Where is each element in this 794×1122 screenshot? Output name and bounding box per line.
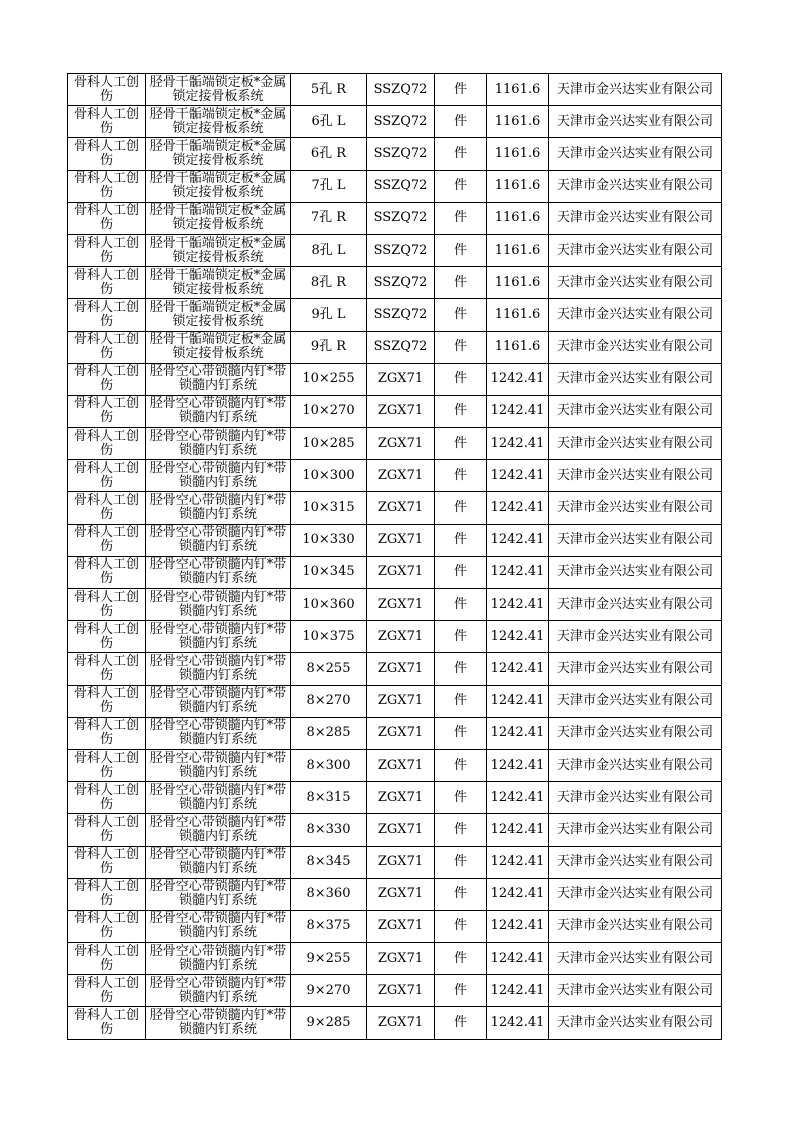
category-cell: 骨科人工创伤 (68, 106, 146, 138)
model-code-cell: ZGX71 (367, 685, 435, 717)
product-name-cell: 胫骨空心带锁髓内钉*带锁髓内钉系统 (146, 653, 291, 685)
manufacturer-cell: 天津市金兴达实业有限公司 (549, 975, 722, 1007)
manufacturer-cell: 天津市金兴达实业有限公司 (549, 267, 722, 299)
unit-cell: 件 (435, 460, 487, 492)
manufacturer-cell: 天津市金兴达实业有限公司 (549, 846, 722, 878)
model-code-cell: ZGX71 (367, 975, 435, 1007)
model-code-cell: ZGX71 (367, 395, 435, 427)
model-code-cell: ZGX71 (367, 782, 435, 814)
product-name-cell: 胫骨空心带锁髓内钉*带锁髓内钉系统 (146, 621, 291, 653)
price-cell: 1242.41 (487, 846, 549, 878)
manufacturer-cell: 天津市金兴达实业有限公司 (549, 556, 722, 588)
product-name-cell: 胫骨空心带锁髓内钉*带锁髓内钉系统 (146, 717, 291, 749)
model-code-cell: ZGX71 (367, 524, 435, 556)
spec-cell: 8×255 (291, 653, 367, 685)
model-code-cell: ZGX71 (367, 749, 435, 781)
category-cell: 骨科人工创伤 (68, 943, 146, 975)
table-row (68, 524, 722, 556)
unit-cell: 件 (435, 492, 487, 524)
category-cell: 骨科人工创伤 (68, 556, 146, 588)
unit-cell: 件 (435, 782, 487, 814)
unit-cell: 件 (435, 975, 487, 1007)
unit-cell: 件 (435, 910, 487, 942)
unit-cell: 件 (435, 621, 487, 653)
product-name-cell: 胫骨干骺端锁定板*金属锁定接骨板系统 (146, 138, 291, 170)
price-cell: 1161.6 (487, 106, 549, 138)
unit-cell: 件 (435, 717, 487, 749)
spec-cell: 8×285 (291, 717, 367, 749)
category-cell: 骨科人工创伤 (68, 589, 146, 621)
table-row (68, 717, 722, 749)
category-cell: 骨科人工创伤 (68, 910, 146, 942)
unit-cell: 件 (435, 331, 487, 363)
spec-cell: 6孔 R (291, 138, 367, 170)
model-code-cell: ZGX71 (367, 943, 435, 975)
spec-cell: 5孔 R (291, 74, 367, 106)
category-cell: 骨科人工创伤 (68, 492, 146, 524)
category-cell: 骨科人工创伤 (68, 814, 146, 846)
category-cell: 骨科人工创伤 (68, 975, 146, 1007)
spec-cell: 10×375 (291, 621, 367, 653)
category-cell: 骨科人工创伤 (68, 395, 146, 427)
model-code-cell: ZGX71 (367, 460, 435, 492)
product-name-cell: 胫骨干骺端锁定板*金属锁定接骨板系统 (146, 267, 291, 299)
unit-cell: 件 (435, 685, 487, 717)
price-cell: 1161.6 (487, 299, 549, 331)
product-name-cell: 胫骨空心带锁髓内钉*带锁髓内钉系统 (146, 556, 291, 588)
table-row (68, 74, 722, 106)
model-code-cell: SSZQ72 (367, 202, 435, 234)
spec-cell: 10×285 (291, 428, 367, 460)
table-row (68, 106, 722, 138)
unit-cell: 件 (435, 299, 487, 331)
price-cell: 1242.41 (487, 363, 549, 395)
manufacturer-cell: 天津市金兴达实业有限公司 (549, 202, 722, 234)
table-row (68, 621, 722, 653)
spec-cell: 8×300 (291, 749, 367, 781)
product-name-cell: 胫骨空心带锁髓内钉*带锁髓内钉系统 (146, 749, 291, 781)
price-cell: 1242.41 (487, 653, 549, 685)
price-cell: 1242.41 (487, 717, 549, 749)
model-code-cell: ZGX71 (367, 363, 435, 395)
table-row (68, 943, 722, 975)
model-code-cell: SSZQ72 (367, 74, 435, 106)
manufacturer-cell: 天津市金兴达实业有限公司 (549, 782, 722, 814)
unit-cell: 件 (435, 363, 487, 395)
table-row (68, 428, 722, 460)
manufacturer-cell: 天津市金兴达实业有限公司 (549, 234, 722, 266)
model-code-cell: ZGX71 (367, 1007, 435, 1039)
manufacturer-cell: 天津市金兴达实业有限公司 (549, 621, 722, 653)
product-name-cell: 胫骨干骺端锁定板*金属锁定接骨板系统 (146, 170, 291, 202)
category-cell: 骨科人工创伤 (68, 331, 146, 363)
manufacturer-cell: 天津市金兴达实业有限公司 (549, 106, 722, 138)
product-name-cell: 胫骨空心带锁髓内钉*带锁髓内钉系统 (146, 363, 291, 395)
manufacturer-cell: 天津市金兴达实业有限公司 (549, 395, 722, 427)
price-cell: 1161.6 (487, 234, 549, 266)
spec-cell: 10×360 (291, 589, 367, 621)
price-cell: 1161.6 (487, 74, 549, 106)
product-name-cell: 胫骨空心带锁髓内钉*带锁髓内钉系统 (146, 878, 291, 910)
price-cell: 1242.41 (487, 621, 549, 653)
price-cell: 1161.6 (487, 267, 549, 299)
category-cell: 骨科人工创伤 (68, 749, 146, 781)
category-cell: 骨科人工创伤 (68, 653, 146, 685)
price-cell: 1242.41 (487, 589, 549, 621)
product-name-cell: 胫骨干骺端锁定板*金属锁定接骨板系统 (146, 74, 291, 106)
model-code-cell: ZGX71 (367, 621, 435, 653)
price-cell: 1242.41 (487, 460, 549, 492)
unit-cell: 件 (435, 1007, 487, 1039)
spec-cell: 10×300 (291, 460, 367, 492)
price-cell: 1242.41 (487, 749, 549, 781)
price-cell: 1242.41 (487, 975, 549, 1007)
table-row (68, 910, 722, 942)
table-row (68, 267, 722, 299)
manufacturer-cell: 天津市金兴达实业有限公司 (549, 749, 722, 781)
product-name-cell: 胫骨空心带锁髓内钉*带锁髓内钉系统 (146, 846, 291, 878)
spec-cell: 10×255 (291, 363, 367, 395)
table-row (68, 299, 722, 331)
product-name-cell: 胫骨空心带锁髓内钉*带锁髓内钉系统 (146, 1007, 291, 1039)
manufacturer-cell: 天津市金兴达实业有限公司 (549, 170, 722, 202)
spec-cell: 9×255 (291, 943, 367, 975)
category-cell: 骨科人工创伤 (68, 299, 146, 331)
category-cell: 骨科人工创伤 (68, 138, 146, 170)
model-code-cell: SSZQ72 (367, 170, 435, 202)
spec-cell: 9孔 L (291, 299, 367, 331)
category-cell: 骨科人工创伤 (68, 782, 146, 814)
spec-cell: 9孔 R (291, 331, 367, 363)
product-name-cell: 胫骨空心带锁髓内钉*带锁髓内钉系统 (146, 943, 291, 975)
table-row (68, 556, 722, 588)
model-code-cell: ZGX71 (367, 556, 435, 588)
manufacturer-cell: 天津市金兴达实业有限公司 (549, 814, 722, 846)
table-row (68, 363, 722, 395)
price-cell: 1161.6 (487, 331, 549, 363)
product-price-table (67, 73, 722, 1040)
spec-cell: 8×375 (291, 910, 367, 942)
spec-cell: 8×345 (291, 846, 367, 878)
table-row (68, 589, 722, 621)
spec-cell: 8×315 (291, 782, 367, 814)
table-row (68, 331, 722, 363)
price-cell: 1242.41 (487, 1007, 549, 1039)
spec-cell: 9×285 (291, 1007, 367, 1039)
table-row (68, 170, 722, 202)
category-cell: 骨科人工创伤 (68, 878, 146, 910)
category-cell: 骨科人工创伤 (68, 234, 146, 266)
manufacturer-cell: 天津市金兴达实业有限公司 (549, 524, 722, 556)
product-name-cell: 胫骨空心带锁髓内钉*带锁髓内钉系统 (146, 782, 291, 814)
table-row (68, 846, 722, 878)
manufacturer-cell: 天津市金兴达实业有限公司 (549, 460, 722, 492)
spec-cell: 9×270 (291, 975, 367, 1007)
category-cell: 骨科人工创伤 (68, 202, 146, 234)
spec-cell: 7孔 R (291, 202, 367, 234)
product-name-cell: 胫骨干骺端锁定板*金属锁定接骨板系统 (146, 202, 291, 234)
spec-cell: 10×270 (291, 395, 367, 427)
manufacturer-cell: 天津市金兴达实业有限公司 (549, 717, 722, 749)
product-name-cell: 胫骨干骺端锁定板*金属锁定接骨板系统 (146, 234, 291, 266)
unit-cell: 件 (435, 170, 487, 202)
category-cell: 骨科人工创伤 (68, 74, 146, 106)
unit-cell: 件 (435, 878, 487, 910)
model-code-cell: ZGX71 (367, 910, 435, 942)
model-code-cell: ZGX71 (367, 589, 435, 621)
manufacturer-cell: 天津市金兴达实业有限公司 (549, 428, 722, 460)
spec-cell: 7孔 L (291, 170, 367, 202)
table-row (68, 492, 722, 524)
price-cell: 1242.41 (487, 556, 549, 588)
product-name-cell: 胫骨干骺端锁定板*金属锁定接骨板系统 (146, 106, 291, 138)
price-cell: 1242.41 (487, 878, 549, 910)
price-cell: 1242.41 (487, 943, 549, 975)
spec-cell: 8孔 R (291, 267, 367, 299)
manufacturer-cell: 天津市金兴达实业有限公司 (549, 331, 722, 363)
spec-cell: 8×330 (291, 814, 367, 846)
model-code-cell: SSZQ72 (367, 299, 435, 331)
product-name-cell: 胫骨空心带锁髓内钉*带锁髓内钉系统 (146, 395, 291, 427)
product-name-cell: 胫骨干骺端锁定板*金属锁定接骨板系统 (146, 299, 291, 331)
price-cell: 1161.6 (487, 170, 549, 202)
model-code-cell: ZGX71 (367, 428, 435, 460)
unit-cell: 件 (435, 524, 487, 556)
unit-cell: 件 (435, 653, 487, 685)
unit-cell: 件 (435, 267, 487, 299)
table-row (68, 395, 722, 427)
spec-cell: 8孔 L (291, 234, 367, 266)
unit-cell: 件 (435, 106, 487, 138)
table-row (68, 685, 722, 717)
price-cell: 1242.41 (487, 395, 549, 427)
price-cell: 1242.41 (487, 492, 549, 524)
model-code-cell: SSZQ72 (367, 106, 435, 138)
product-name-cell: 胫骨空心带锁髓内钉*带锁髓内钉系统 (146, 589, 291, 621)
manufacturer-cell: 天津市金兴达实业有限公司 (549, 363, 722, 395)
table-row (68, 975, 722, 1007)
price-cell: 1242.41 (487, 910, 549, 942)
price-cell: 1242.41 (487, 428, 549, 460)
table-row (68, 814, 722, 846)
price-cell: 1242.41 (487, 782, 549, 814)
model-code-cell: ZGX71 (367, 717, 435, 749)
product-name-cell: 胫骨空心带锁髓内钉*带锁髓内钉系统 (146, 814, 291, 846)
category-cell: 骨科人工创伤 (68, 524, 146, 556)
model-code-cell: ZGX71 (367, 653, 435, 685)
table-body (68, 74, 722, 1040)
category-cell: 骨科人工创伤 (68, 717, 146, 749)
unit-cell: 件 (435, 943, 487, 975)
category-cell: 骨科人工创伤 (68, 1007, 146, 1039)
unit-cell: 件 (435, 138, 487, 170)
manufacturer-cell: 天津市金兴达实业有限公司 (549, 1007, 722, 1039)
table-row (68, 1007, 722, 1039)
unit-cell: 件 (435, 74, 487, 106)
category-cell: 骨科人工创伤 (68, 460, 146, 492)
spec-cell: 6孔 L (291, 106, 367, 138)
table-row (68, 202, 722, 234)
product-name-cell: 胫骨空心带锁髓内钉*带锁髓内钉系统 (146, 975, 291, 1007)
category-cell: 骨科人工创伤 (68, 363, 146, 395)
spec-cell: 8×360 (291, 878, 367, 910)
product-name-cell: 胫骨空心带锁髓内钉*带锁髓内钉系统 (146, 492, 291, 524)
product-name-cell: 胫骨空心带锁髓内钉*带锁髓内钉系统 (146, 428, 291, 460)
price-cell: 1161.6 (487, 202, 549, 234)
unit-cell: 件 (435, 234, 487, 266)
unit-cell: 件 (435, 556, 487, 588)
unit-cell: 件 (435, 749, 487, 781)
product-name-cell: 胫骨空心带锁髓内钉*带锁髓内钉系统 (146, 685, 291, 717)
table-row (68, 653, 722, 685)
table-row (68, 782, 722, 814)
product-name-cell: 胫骨空心带锁髓内钉*带锁髓内钉系统 (146, 460, 291, 492)
table-row (68, 878, 722, 910)
table-row (68, 460, 722, 492)
price-cell: 1242.41 (487, 814, 549, 846)
manufacturer-cell: 天津市金兴达实业有限公司 (549, 74, 722, 106)
manufacturer-cell: 天津市金兴达实业有限公司 (549, 653, 722, 685)
unit-cell: 件 (435, 202, 487, 234)
price-cell: 1242.41 (487, 685, 549, 717)
model-code-cell: ZGX71 (367, 814, 435, 846)
model-code-cell: SSZQ72 (367, 331, 435, 363)
manufacturer-cell: 天津市金兴达实业有限公司 (549, 492, 722, 524)
model-code-cell: ZGX71 (367, 492, 435, 524)
category-cell: 骨科人工创伤 (68, 685, 146, 717)
price-cell: 1242.41 (487, 524, 549, 556)
spec-cell: 8×270 (291, 685, 367, 717)
manufacturer-cell: 天津市金兴达实业有限公司 (549, 685, 722, 717)
manufacturer-cell: 天津市金兴达实业有限公司 (549, 138, 722, 170)
manufacturer-cell: 天津市金兴达实业有限公司 (549, 589, 722, 621)
unit-cell: 件 (435, 846, 487, 878)
model-code-cell: ZGX71 (367, 878, 435, 910)
price-cell: 1161.6 (487, 138, 549, 170)
model-code-cell: SSZQ72 (367, 267, 435, 299)
product-name-cell: 胫骨干骺端锁定板*金属锁定接骨板系统 (146, 331, 291, 363)
unit-cell: 件 (435, 589, 487, 621)
category-cell: 骨科人工创伤 (68, 428, 146, 460)
category-cell: 骨科人工创伤 (68, 170, 146, 202)
category-cell: 骨科人工创伤 (68, 621, 146, 653)
unit-cell: 件 (435, 814, 487, 846)
product-name-cell: 胫骨空心带锁髓内钉*带锁髓内钉系统 (146, 910, 291, 942)
category-cell: 骨科人工创伤 (68, 846, 146, 878)
spec-cell: 10×330 (291, 524, 367, 556)
unit-cell: 件 (435, 395, 487, 427)
model-code-cell: ZGX71 (367, 846, 435, 878)
model-code-cell: SSZQ72 (367, 138, 435, 170)
table-row (68, 749, 722, 781)
product-name-cell: 胫骨空心带锁髓内钉*带锁髓内钉系统 (146, 524, 291, 556)
model-code-cell: SSZQ72 (367, 234, 435, 266)
spec-cell: 10×345 (291, 556, 367, 588)
table-row (68, 138, 722, 170)
manufacturer-cell: 天津市金兴达实业有限公司 (549, 910, 722, 942)
manufacturer-cell: 天津市金兴达实业有限公司 (549, 878, 722, 910)
category-cell: 骨科人工创伤 (68, 267, 146, 299)
manufacturer-cell: 天津市金兴达实业有限公司 (549, 299, 722, 331)
table-row (68, 234, 722, 266)
manufacturer-cell: 天津市金兴达实业有限公司 (549, 943, 722, 975)
spec-cell: 10×315 (291, 492, 367, 524)
unit-cell: 件 (435, 428, 487, 460)
